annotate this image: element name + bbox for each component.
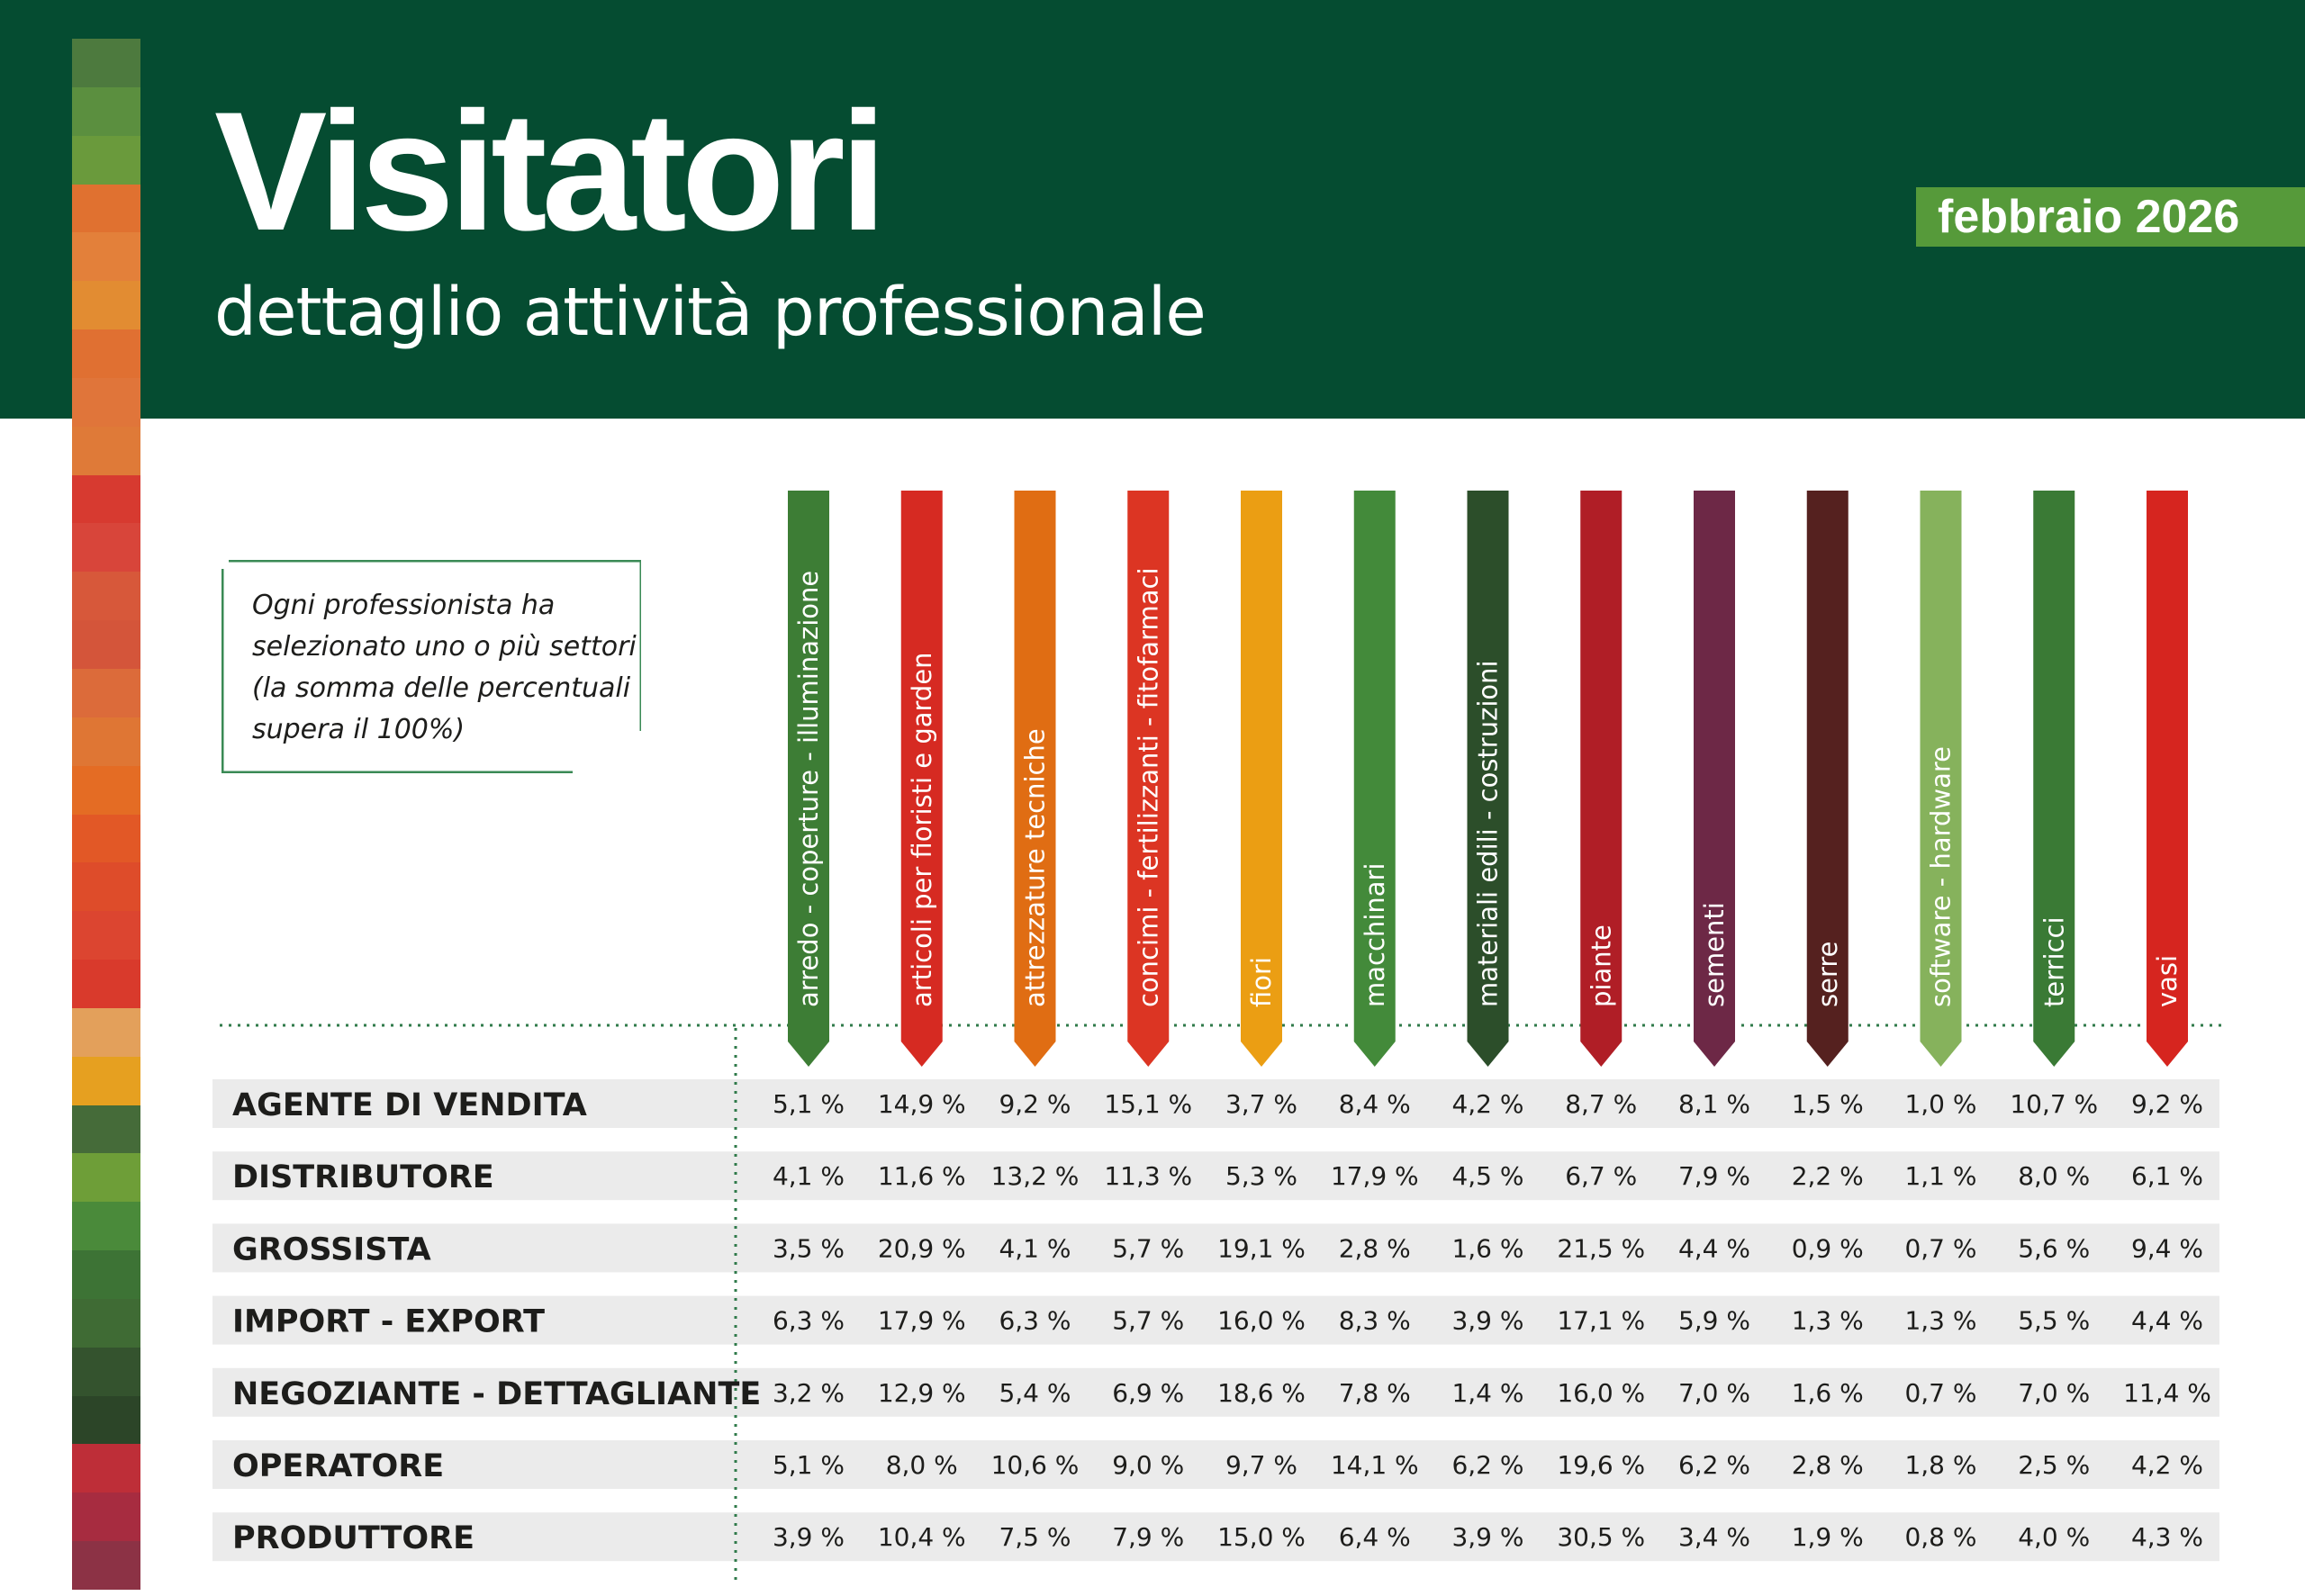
value-cell: 10,7 % [2010, 1089, 2099, 1119]
value-cell: 11,6 % [877, 1161, 966, 1192]
value-cell: 1,4 % [1451, 1377, 1524, 1408]
value-cell: 7,5 % [999, 1522, 1071, 1553]
category-label: attrezzature tecniche [1019, 728, 1051, 1007]
value-cell: 1,0 % [1904, 1089, 1977, 1119]
category-label: terricci [2038, 916, 2070, 1007]
value-cell: 17,9 % [1330, 1161, 1419, 1192]
value-cell: 3,5 % [772, 1233, 845, 1264]
value-cell: 1,6 % [1451, 1233, 1524, 1264]
value-cell: 7,8 % [1338, 1377, 1411, 1408]
value-cell: 2,2 % [1791, 1161, 1864, 1192]
row-label: IMPORT - EXPORT [232, 1303, 545, 1340]
value-cell: 9,2 % [999, 1089, 1071, 1119]
category-label: software - hardware [1925, 745, 1957, 1007]
page-subtitle: dettaglio attività professionale [214, 274, 1206, 351]
value-cell: 4,0 % [2018, 1522, 2091, 1553]
value-cell: 14,1 % [1330, 1450, 1419, 1480]
category-label: articoli per fioristi e garden [906, 652, 937, 1007]
category-label: macchinari [1359, 862, 1390, 1007]
value-cell: 4,4 % [2130, 1305, 2204, 1336]
value-cell: 11,4 % [2123, 1377, 2211, 1408]
value-cell: 3,7 % [1225, 1089, 1298, 1119]
value-cell: 15,1 % [1104, 1089, 1193, 1119]
date-badge: febbraio 2026 [1916, 187, 2305, 247]
category-label: vasi [2152, 954, 2183, 1007]
value-cell: 2,8 % [1338, 1233, 1411, 1264]
value-cell: 4,2 % [1451, 1089, 1524, 1119]
value-cell: 4,4 % [1677, 1233, 1751, 1264]
row-label: GROSSISTA [232, 1231, 431, 1268]
row-label: DISTRIBUTORE [232, 1159, 494, 1196]
value-cell: 5,7 % [1112, 1305, 1185, 1336]
value-cell: 1,1 % [1904, 1161, 1977, 1192]
note-text: Ogni professionista ha selezionato uno o più settori (la somma delle percentuali supera il 100%) [252, 590, 637, 745]
value-cell: 7,9 % [1677, 1161, 1751, 1192]
value-cell: 2,5 % [2018, 1450, 2091, 1480]
row-label: AGENTE DI VENDITA [232, 1087, 587, 1123]
category-label: materiali edili - costruzioni [1472, 660, 1504, 1007]
value-cell: 16,0 % [1557, 1377, 1646, 1408]
value-cell: 13,2 % [990, 1161, 1080, 1192]
value-cell: 8,1 % [1677, 1089, 1751, 1119]
value-cell: 7,0 % [1677, 1377, 1751, 1408]
value-cell: 4,5 % [1451, 1161, 1524, 1192]
value-cell: 6,2 % [1451, 1450, 1524, 1480]
value-cell: 7,9 % [1112, 1522, 1185, 1553]
value-cell: 16,0 % [1217, 1305, 1306, 1336]
category-label: sementi [1699, 902, 1730, 1007]
value-cell: 5,1 % [772, 1089, 845, 1119]
value-cell: 8,0 % [2018, 1161, 2091, 1192]
value-cell: 6,9 % [1112, 1377, 1185, 1408]
category-arrows [788, 491, 2188, 1067]
value-cell: 1,6 % [1791, 1377, 1864, 1408]
page-title: Visitatori [214, 77, 882, 266]
value-cell: 3,2 % [772, 1377, 845, 1408]
value-cell: 4,2 % [2130, 1450, 2204, 1480]
row-label: NEGOZIANTE - DETTAGLIANTE [232, 1375, 762, 1412]
value-cell: 9,2 % [2130, 1089, 2204, 1119]
category-label: concimi - fertilizzanti - fitofarmaci [1133, 567, 1164, 1007]
value-cell: 8,3 % [1338, 1305, 1411, 1336]
value-cell: 15,0 % [1217, 1522, 1306, 1553]
value-cell: 1,9 % [1791, 1522, 1864, 1553]
value-cell: 6,3 % [772, 1305, 845, 1336]
value-cell: 5,5 % [2018, 1305, 2091, 1336]
value-cell: 4,3 % [2130, 1522, 2204, 1553]
value-cell: 17,1 % [1557, 1305, 1646, 1336]
value-cell: 1,3 % [1904, 1305, 1977, 1336]
value-cell: 10,6 % [990, 1450, 1080, 1480]
value-cell: 2,8 % [1791, 1450, 1864, 1480]
value-cell: 3,9 % [772, 1522, 845, 1553]
value-cell: 1,8 % [1904, 1450, 1977, 1480]
category-label: piante [1586, 924, 1617, 1007]
value-cell: 5,7 % [1112, 1233, 1185, 1264]
value-cell: 5,4 % [999, 1377, 1071, 1408]
category-label: arredo - coperture - illuminazione [793, 570, 824, 1007]
value-cell: 6,3 % [999, 1305, 1071, 1336]
value-cell: 18,6 % [1217, 1377, 1306, 1408]
value-cell: 6,1 % [2130, 1161, 2204, 1192]
value-cell: 0,7 % [1904, 1233, 1977, 1264]
value-cell: 6,2 % [1677, 1450, 1751, 1480]
value-cell: 6,7 % [1565, 1161, 1638, 1192]
value-cell: 0,8 % [1904, 1522, 1977, 1553]
value-cell: 20,9 % [877, 1233, 966, 1264]
value-cell: 9,0 % [1112, 1450, 1185, 1480]
value-cell: 0,7 % [1904, 1377, 1977, 1408]
value-cell: 7,0 % [2018, 1377, 2091, 1408]
row-label: OPERATORE [232, 1448, 445, 1484]
value-cell: 4,1 % [999, 1233, 1071, 1264]
value-cell: 1,3 % [1791, 1305, 1864, 1336]
value-cell: 5,3 % [1225, 1161, 1298, 1192]
value-cell: 21,5 % [1557, 1233, 1646, 1264]
value-cell: 5,6 % [2018, 1233, 2091, 1264]
value-cell: 17,9 % [877, 1305, 966, 1336]
value-cell: 14,9 % [877, 1089, 966, 1119]
value-cell: 12,9 % [877, 1377, 966, 1408]
value-cell: 19,1 % [1217, 1233, 1306, 1264]
value-cell: 30,5 % [1557, 1522, 1646, 1553]
value-cell: 19,6 % [1557, 1450, 1646, 1480]
value-cell: 11,3 % [1104, 1161, 1193, 1192]
value-cell: 8,0 % [885, 1450, 958, 1480]
value-cell: 5,9 % [1677, 1305, 1751, 1336]
value-cell: 9,4 % [2130, 1233, 2204, 1264]
row-label: PRODUTTORE [232, 1520, 475, 1557]
value-cell: 5,1 % [772, 1450, 845, 1480]
value-cell: 3,9 % [1451, 1522, 1524, 1553]
value-cell: 9,7 % [1225, 1450, 1298, 1480]
value-cell: 0,9 % [1791, 1233, 1864, 1264]
value-cell: 10,4 % [877, 1522, 966, 1553]
value-cell: 1,5 % [1791, 1089, 1864, 1119]
value-cell: 8,7 % [1565, 1089, 1638, 1119]
category-label: serre [1812, 941, 1843, 1007]
value-cell: 3,9 % [1451, 1305, 1524, 1336]
value-cell: 8,4 % [1338, 1089, 1411, 1119]
category-label: fiori [1246, 957, 1277, 1007]
value-cell: 4,1 % [772, 1161, 845, 1192]
value-cell: 3,4 % [1677, 1522, 1751, 1553]
value-cell: 6,4 % [1338, 1522, 1411, 1553]
